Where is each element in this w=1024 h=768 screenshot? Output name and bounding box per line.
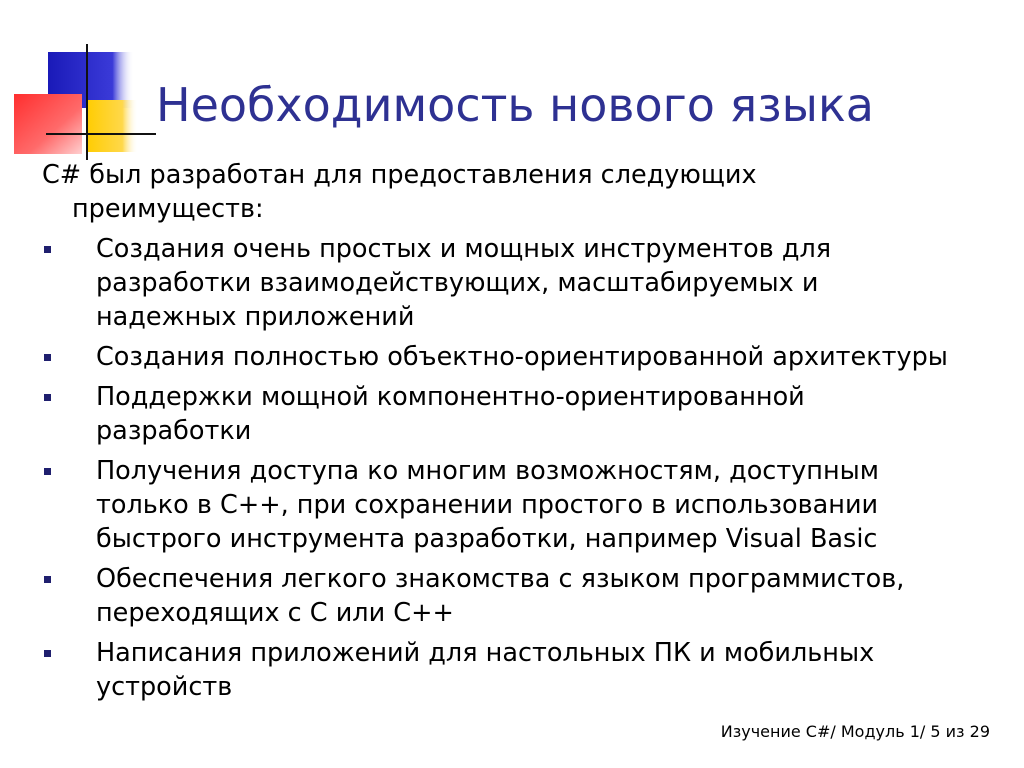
slide-footer: Изучение C#/ Модуль 1/ 5 из 29 <box>720 722 990 741</box>
intro-paragraph <box>42 158 1012 226</box>
bullet-item <box>42 340 1012 374</box>
bullet-item <box>42 232 1012 334</box>
bullet-line: Поддержки мощной компонентно-ориентированной <box>96 382 805 412</box>
bullet-line: Получения доступа ко многим возможностям, доступным <box>96 456 879 486</box>
bullet-item <box>42 454 1012 556</box>
square-bullet-icon <box>44 394 51 401</box>
bullet-line: быстрого инструмента разработки, например Visual Basic <box>96 524 878 554</box>
square-bullet-icon <box>44 246 51 253</box>
bullet-line: разработки взаимодействующих, масштабируемых и <box>96 268 819 298</box>
intro-line: C# был разработан для предоставления следующих <box>42 160 757 190</box>
square-bullet-icon <box>44 576 51 583</box>
bullet-item <box>42 636 1012 704</box>
bullet-line: Создания полностью объектно-ориентированной архитектуры <box>96 342 948 372</box>
bullet-line: надежных приложений <box>96 302 415 332</box>
bullet-line: Создания очень простых и мощных инструментов для <box>96 234 832 264</box>
square-bullet-icon <box>44 468 51 475</box>
bullet-item <box>42 380 1012 448</box>
intro-line: преимуществ: <box>72 194 264 224</box>
slide-title: Необходимость нового языка <box>156 78 874 132</box>
bullet-line: Написания приложений для настольных ПК и мобильных <box>96 638 875 668</box>
bullet-line: устройств <box>96 672 233 702</box>
bullet-line: переходящих с С или С++ <box>96 598 454 628</box>
square-bullet-icon <box>44 354 51 361</box>
bullet-item <box>42 562 1012 630</box>
bullet-line: Обеспечения легкого знакомства с языком программистов, <box>96 564 905 594</box>
bullet-line: только в C++, при сохранении простого в использовании <box>96 490 879 520</box>
slide-body <box>42 158 1012 710</box>
bullet-line: разработки <box>96 416 252 446</box>
square-bullet-icon <box>44 650 51 657</box>
